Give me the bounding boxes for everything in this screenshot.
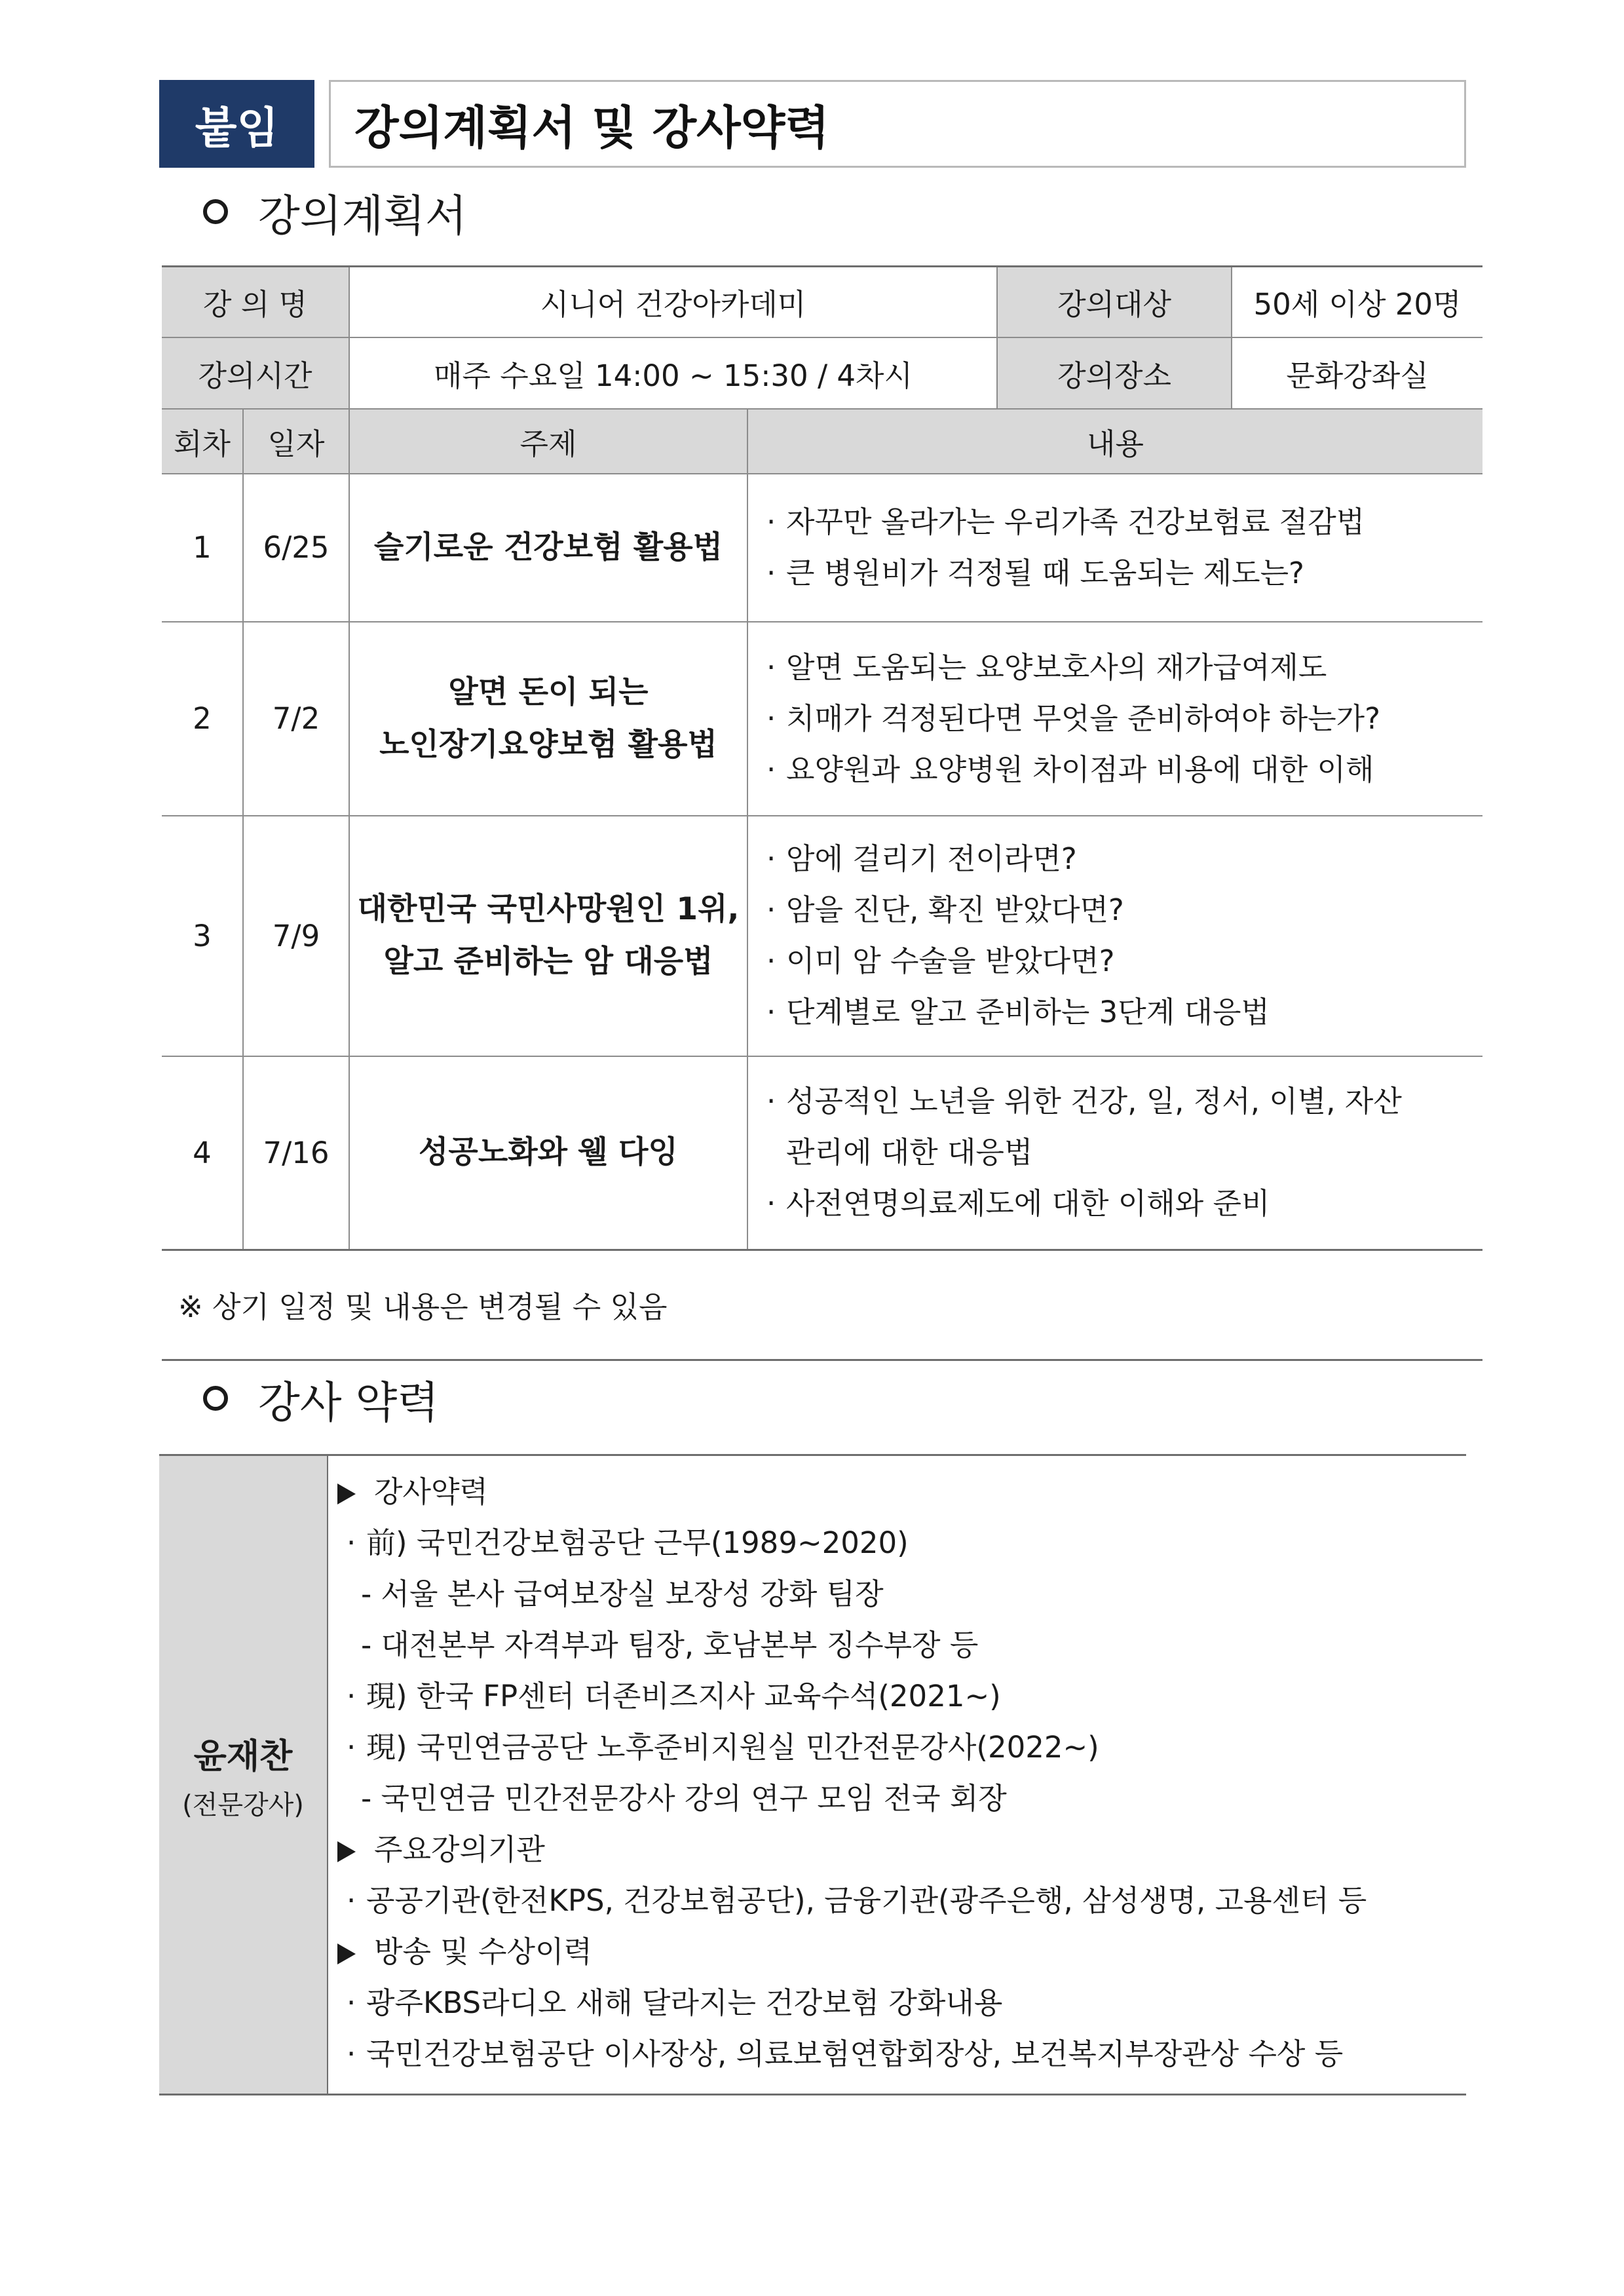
session-number: 3	[162, 816, 243, 1056]
table-row	[162, 816, 1482, 1056]
info-row-time	[162, 337, 1482, 409]
instructor-cell	[159, 1456, 328, 2094]
bio-section-heading	[203, 1369, 439, 1428]
bio-section-title: 강사 약력	[258, 1377, 440, 1428]
bio-heading: 방송 및 수상이력	[337, 1926, 1367, 1978]
table-row	[162, 474, 1482, 622]
content-item: · 치매가 걱정된다면 무엇을 준비하여야 하는가?	[766, 700, 1381, 736]
instructor-role: (전문강사)	[182, 1789, 304, 1820]
content-item: · 알면 도움되는 요양보호사의 재가급여제도	[766, 649, 1327, 685]
session-topic	[349, 1056, 747, 1250]
section-divider	[162, 1359, 1482, 1361]
column-header-content: 내용	[747, 409, 1482, 474]
lecture-time-label: 강의시간	[162, 337, 349, 409]
session-topic	[349, 474, 747, 622]
content-item: · 단계별로 알고 준비하는 3단계 대응법	[766, 995, 1270, 1029]
column-header-date: 일자	[243, 409, 349, 474]
plan-section-title: 강의계획서	[258, 190, 467, 241]
schedule-note: ※ 상기 일정 및 내용은 변경될 수 있음	[178, 1290, 668, 1324]
lecture-target-value: 50세 이상 20명	[1232, 267, 1482, 337]
session-content	[747, 816, 1482, 1056]
bio-heading: 강사약력	[337, 1466, 1367, 1518]
session-date: 7/16	[243, 1056, 349, 1250]
session-content	[747, 622, 1482, 816]
instructor-bio	[337, 1466, 1367, 2080]
bio-subitem: - 국민연금 민간전문강사 강의 연구 모임 전국 회장	[361, 1781, 1007, 1816]
content-item: · 사전연명의료제도에 대한 이해와 준비	[766, 1186, 1270, 1221]
session-content	[747, 474, 1482, 622]
lecture-place-value: 문화강좌실	[1232, 337, 1482, 409]
page-title: 강의계획서 및 강사약력	[329, 80, 1466, 168]
session-topic-line: 대한민국 국민사망원인 1위,	[357, 891, 740, 927]
content-item: · 자꾸만 올라가는 우리가족 건강보험료 절감법	[766, 504, 1365, 539]
session-topic-line: 슬기로운 건강보험 활용법	[373, 529, 723, 565]
session-topic	[349, 816, 747, 1056]
lecture-time-value: 매주 수요일 14:00 ~ 15:30 / 4차시	[349, 337, 997, 409]
bio-item: · 광주KBS라디오 새해 달라지는 건강보험 강화내용	[347, 1985, 1003, 2020]
bio-item: · 공공기관(한전KPS, 건강보험공단), 금융기관(광주은행, 삼성생명, 고용센터 등	[347, 1883, 1367, 1918]
session-number: 4	[162, 1056, 243, 1250]
content-item: · 이미 암 수술을 받았다면?	[766, 944, 1115, 978]
plan-section-heading	[203, 182, 467, 241]
attachment-badge: 붙임	[159, 80, 314, 168]
instructor-name: 윤재찬	[193, 1736, 293, 1776]
session-date: 7/2	[243, 622, 349, 816]
content-item: · 성공적인 노년을 위한 건강, 일, 정서, 이별, 자산	[766, 1084, 1402, 1119]
session-date: 6/25	[243, 474, 349, 622]
session-topic-line: 성공노화와 웰 다잉	[419, 1134, 678, 1171]
bio-item: · 국민건강보험공단 이사장상, 의료보험연합회장상, 보건복지부장관상 수상 등	[347, 2037, 1344, 2071]
session-topic-line: 알고 준비하는 암 대응법	[383, 944, 713, 980]
bio-table-top-border	[159, 1454, 1466, 1456]
table-row	[162, 1056, 1482, 1250]
content-item: · 암을 진단, 확진 받았다면?	[766, 892, 1124, 927]
lecture-name-value: 시니어 건강아카데미	[349, 267, 997, 337]
bio-heading: 주요강의기관	[337, 1824, 1367, 1875]
triangle-bullet-icon	[337, 1841, 356, 1862]
session-date: 7/9	[243, 816, 349, 1056]
table-row	[162, 622, 1482, 816]
bio-item: · 前) 국민건강보험공단 근무(1989~2020)	[347, 1525, 909, 1560]
session-topic-line: 노인장기요양보험 활용법	[379, 726, 717, 763]
bio-table-bottom-border	[159, 2094, 1466, 2095]
content-item: 관리에 대한 대응법	[786, 1135, 1033, 1170]
session-number: 1	[162, 474, 243, 622]
lecture-name-label: 강 의 명	[162, 267, 349, 337]
triangle-bullet-icon	[337, 1483, 356, 1504]
content-item: · 암에 걸리기 전이라면?	[766, 841, 1077, 876]
session-content	[747, 1056, 1482, 1250]
content-item: · 큰 병원비가 걱정될 때 도움되는 제도는?	[766, 555, 1304, 590]
content-item: · 요양원과 요양병원 차이점과 비용에 대한 이해	[766, 752, 1374, 787]
bio-subitem: - 대전본부 자격부과 팀장, 호남본부 징수부장 등	[361, 1628, 979, 1662]
bio-subitem: - 서울 본사 급여보장실 보장성 강화 팀장	[361, 1577, 884, 1611]
column-header-round: 회차	[162, 409, 243, 474]
info-row-name	[162, 267, 1482, 337]
session-number: 2	[162, 622, 243, 816]
lecture-plan-table	[162, 265, 1482, 1251]
circle-bullet-icon	[203, 1386, 228, 1411]
column-header-row	[162, 409, 1482, 474]
session-topic	[349, 622, 747, 816]
bio-item: · 現) 국민연금공단 노후준비지원실 민간전문강사(2022~)	[347, 1730, 1099, 1765]
triangle-bullet-icon	[337, 1943, 356, 1964]
session-topic-line: 알면 돈이 되는	[448, 674, 649, 710]
bio-item: · 現) 한국 FP센터 더존비즈지사 교육수석(2021~)	[347, 1679, 1001, 1713]
column-header-topic: 주제	[349, 409, 747, 474]
lecture-target-label: 강의대상	[997, 267, 1232, 337]
circle-bullet-icon	[203, 199, 228, 224]
lecture-place-label: 강의장소	[997, 337, 1232, 409]
